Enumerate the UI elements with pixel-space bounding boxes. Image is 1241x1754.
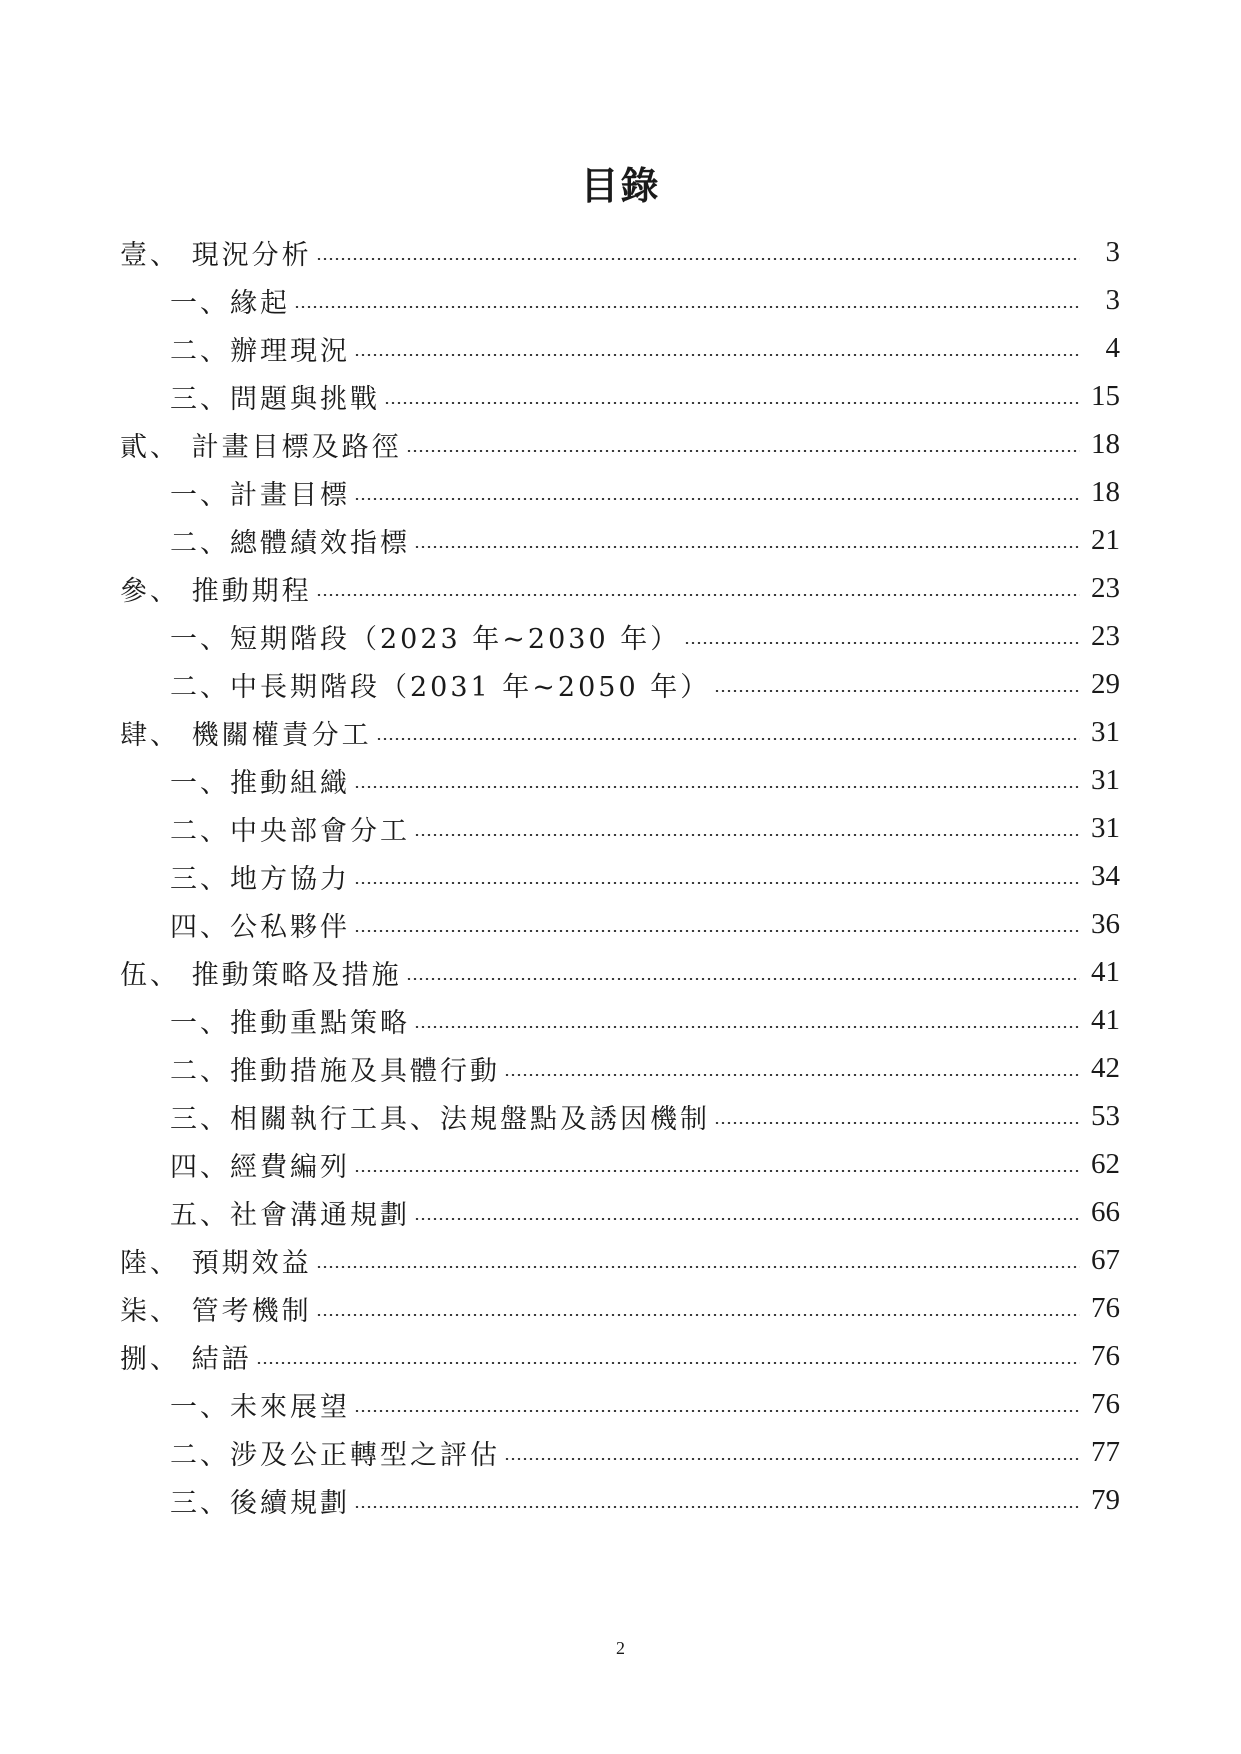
toc-entry-page-number: 21	[1091, 523, 1120, 556]
toc-entry-page-number: 42	[1091, 1051, 1120, 1084]
toc-entry-page-number: 53	[1091, 1099, 1120, 1132]
toc-entry[interactable]	[120, 1092, 1120, 1140]
toc-entry-page-number: 3	[1105, 235, 1120, 268]
toc-entry[interactable]	[120, 756, 1120, 804]
dot-leader	[316, 1266, 1080, 1268]
dot-leader	[354, 1506, 1080, 1508]
page-title: 目錄	[580, 164, 661, 208]
toc-entry-page-number: 31	[1091, 763, 1120, 796]
toc-entry-title: 五、社會溝通規劃	[170, 1199, 410, 1231]
dot-leader	[354, 930, 1080, 932]
dot-leader	[384, 402, 1080, 404]
toc-entry-title: 四、公私夥伴	[170, 911, 350, 943]
dot-leader	[316, 258, 1080, 260]
toc-entry[interactable]	[120, 324, 1120, 372]
toc-entry-title: 參、 推動期程	[120, 575, 312, 607]
toc-entry[interactable]	[120, 228, 1120, 276]
toc-entry[interactable]	[120, 900, 1120, 948]
dot-leader	[294, 306, 1080, 308]
toc-entry[interactable]	[120, 372, 1120, 420]
toc-entry-title: 二、涉及公正轉型之評估	[170, 1439, 500, 1471]
dot-leader	[316, 1314, 1080, 1316]
dot-leader	[414, 1026, 1080, 1028]
dot-leader	[316, 594, 1080, 596]
toc-entry[interactable]	[120, 1284, 1120, 1332]
toc-entry[interactable]	[120, 516, 1120, 564]
toc-entry[interactable]	[120, 708, 1120, 756]
toc-entry-page-number: 4	[1105, 331, 1120, 364]
toc-entry-title: 三、地方協力	[170, 863, 350, 895]
page-number-footer: 2	[616, 1638, 625, 1658]
toc-entry-title: 二、中長期階段（2031 年~2050 年）	[170, 671, 711, 703]
toc-entry-title: 二、推動措施及具體行動	[170, 1055, 500, 1087]
toc-entry-title: 肆、 機關權責分工	[120, 719, 372, 751]
dot-leader	[414, 1218, 1080, 1220]
dot-leader	[684, 642, 1080, 644]
dot-leader	[504, 1458, 1080, 1460]
toc-entry[interactable]	[120, 1236, 1120, 1284]
dot-leader	[256, 1362, 1080, 1364]
toc-entry-page-number: 67	[1091, 1243, 1120, 1276]
toc-entry-page-number: 41	[1091, 955, 1120, 988]
toc-entry[interactable]	[120, 1428, 1120, 1476]
toc-entry[interactable]	[120, 468, 1120, 516]
dot-leader	[406, 450, 1080, 452]
toc-entry-title: 壹、 現況分析	[120, 239, 312, 271]
toc-entry-title: 貳、 計畫目標及路徑	[120, 431, 402, 463]
toc-entry-page-number: 18	[1091, 427, 1120, 460]
toc-entry-page-number: 31	[1091, 811, 1120, 844]
toc-entry[interactable]	[120, 852, 1120, 900]
table-of-contents	[120, 228, 1120, 1524]
toc-entry[interactable]	[120, 660, 1120, 708]
toc-entry-page-number: 41	[1091, 1003, 1120, 1036]
toc-entry-title: 一、推動組織	[170, 767, 350, 799]
dot-leader	[354, 1410, 1080, 1412]
toc-entry-title: 三、後續規劃	[170, 1487, 350, 1519]
dot-leader	[714, 1122, 1080, 1124]
toc-entry[interactable]	[120, 1332, 1120, 1380]
toc-entry[interactable]	[120, 804, 1120, 852]
toc-entry-page-number: 34	[1091, 859, 1120, 892]
toc-entry-title: 一、計畫目標	[170, 479, 350, 511]
toc-entry-title: 二、總體績效指標	[170, 527, 410, 559]
toc-entry-title: 三、相關執行工具、法規盤點及誘因機制	[170, 1103, 710, 1135]
toc-entry-page-number: 76	[1091, 1339, 1120, 1372]
toc-entry-title: 二、中央部會分工	[170, 815, 410, 847]
toc-entry-title: 捌、 結語	[120, 1343, 252, 1375]
toc-entry-page-number: 62	[1091, 1147, 1120, 1180]
dot-leader	[354, 786, 1080, 788]
toc-entry-page-number: 77	[1091, 1435, 1120, 1468]
toc-entry[interactable]	[120, 612, 1120, 660]
toc-entry[interactable]	[120, 564, 1120, 612]
toc-entry[interactable]	[120, 1188, 1120, 1236]
toc-entry-page-number: 23	[1091, 571, 1120, 604]
dot-leader	[354, 1170, 1080, 1172]
dot-leader	[354, 354, 1080, 356]
toc-entry[interactable]	[120, 276, 1120, 324]
toc-entry[interactable]	[120, 420, 1120, 468]
toc-entry-title: 陸、 預期效益	[120, 1247, 312, 1279]
toc-entry[interactable]	[120, 996, 1120, 1044]
dot-leader	[504, 1074, 1080, 1076]
toc-entry-page-number: 36	[1091, 907, 1120, 940]
toc-entry[interactable]	[120, 1140, 1120, 1188]
toc-entry-title: 一、短期階段（2023 年~2030 年）	[170, 623, 681, 655]
toc-entry[interactable]	[120, 1044, 1120, 1092]
toc-entry-title: 柒、 管考機制	[120, 1295, 312, 1327]
toc-entry-page-number: 29	[1091, 667, 1120, 700]
toc-entry[interactable]	[120, 1476, 1120, 1524]
toc-entry-page-number: 18	[1091, 475, 1120, 508]
toc-entry[interactable]	[120, 1380, 1120, 1428]
dot-leader	[354, 882, 1080, 884]
toc-entry-title: 伍、 推動策略及措施	[120, 959, 402, 991]
toc-entry-page-number: 23	[1091, 619, 1120, 652]
toc-entry-page-number: 15	[1091, 379, 1120, 412]
toc-entry-page-number: 76	[1091, 1291, 1120, 1324]
dot-leader	[406, 978, 1080, 980]
toc-entry-title: 一、推動重點策略	[170, 1007, 410, 1039]
toc-entry-title: 二、辦理現況	[170, 335, 350, 367]
dot-leader	[414, 546, 1080, 548]
toc-entry-page-number: 31	[1091, 715, 1120, 748]
dot-leader	[376, 738, 1080, 740]
dot-leader	[714, 690, 1080, 692]
toc-entry-title: 一、未來展望	[170, 1391, 350, 1423]
dot-leader	[414, 834, 1080, 836]
toc-entry[interactable]	[120, 948, 1120, 996]
toc-entry-page-number: 3	[1105, 283, 1120, 316]
toc-entry-title: 四、經費編列	[170, 1151, 350, 1183]
toc-entry-page-number: 66	[1091, 1195, 1120, 1228]
toc-entry-page-number: 79	[1091, 1483, 1120, 1516]
dot-leader	[354, 498, 1080, 500]
toc-entry-title: 一、緣起	[170, 287, 290, 319]
toc-entry-title: 三、問題與挑戰	[170, 383, 380, 415]
toc-entry-page-number: 76	[1091, 1387, 1120, 1420]
